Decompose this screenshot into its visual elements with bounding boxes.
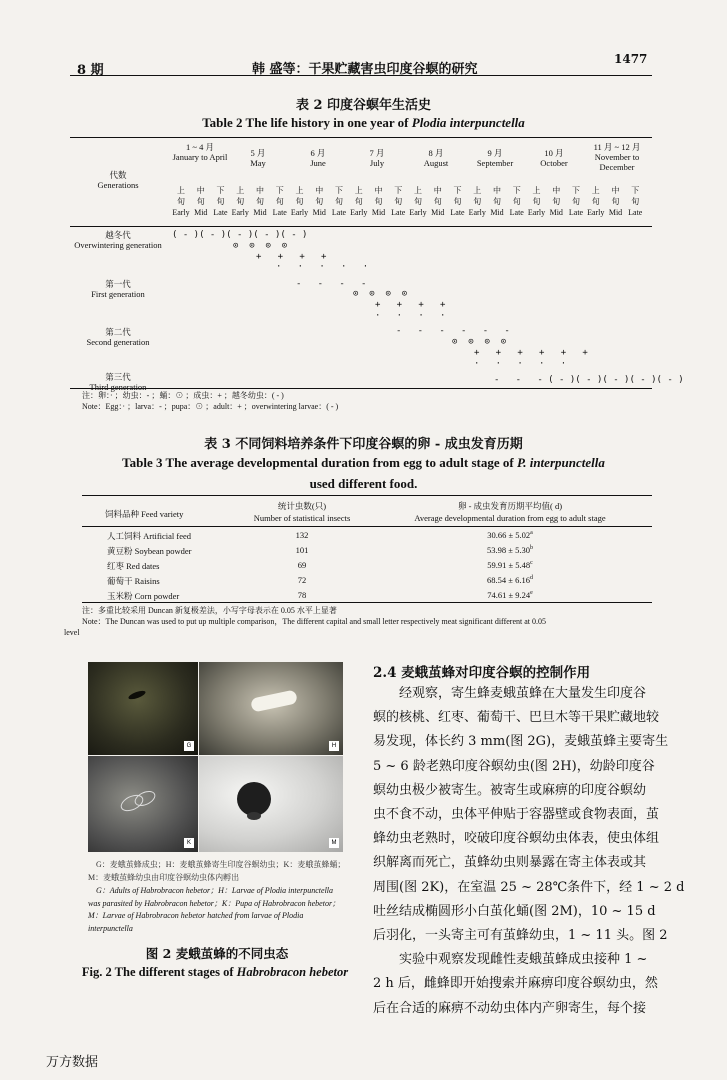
dekad-en: Early <box>172 208 190 217</box>
count-cell <box>232 530 372 540</box>
table3-note-cn: 注：多重比较采用 Duncan 新复极差法，小写字母表示在 0.05 水平上显著 <box>82 606 337 615</box>
count-cell <box>232 545 372 555</box>
dekad-cn-top: 下 <box>572 186 580 195</box>
dekad-cn-top: 上 <box>532 186 541 195</box>
generation-third: 第三代 Third generation <box>89 372 147 392</box>
dekad-header <box>230 185 250 218</box>
table3-col-duration: 卵 - 成虫发育历期平均值( d) Average developmental duration from egg to adult stage <box>414 501 606 523</box>
table2-top-rule <box>70 137 652 138</box>
significance-letter: e <box>530 590 533 597</box>
dekad-header <box>250 185 270 218</box>
table3-title-cn: 表 3 不同饲料培养条件下印度谷螟的卵 - 成虫发育历期 <box>204 437 523 452</box>
dekad-cn-top: 下 <box>512 186 521 195</box>
cell-text: 葡萄干 Raisins <box>107 576 160 586</box>
significance-letter: c <box>530 560 533 567</box>
dekad-header <box>448 185 468 218</box>
month-header: 6 月 June <box>310 148 326 168</box>
duration-cell <box>390 575 630 585</box>
photo-k-pupa: K <box>88 756 198 852</box>
month-header: 8 月 August <box>423 148 449 168</box>
dekad-header <box>467 185 487 218</box>
cell-text: 人工饲料 Artificial feed <box>107 531 192 541</box>
significance-letter: d <box>529 575 533 582</box>
egg-row: · · · · · <box>276 262 369 272</box>
dekad-cn-bottom: 旬 <box>512 197 521 206</box>
dekad-en: Mid <box>194 208 208 217</box>
dekad-cn-bottom: 旬 <box>177 197 185 206</box>
cell-text: 红枣 Red dates <box>107 561 160 571</box>
dekad-cn-bottom: 旬 <box>414 197 422 206</box>
dekad-en: Late <box>213 208 228 217</box>
body-line: 5 ~ 6 龄老熟印度谷螟幼虫(图 2H)，幼龄印度谷 <box>373 758 655 774</box>
dekad-cn-bottom: 旬 <box>572 197 580 206</box>
dekad-en: Late <box>509 208 524 217</box>
dekad-cn-top: 上 <box>295 186 304 195</box>
dekad-en: Late <box>628 208 643 217</box>
cell-text: 黄豆粉 Soybean powder <box>107 546 192 556</box>
dekad-cn-top: 下 <box>275 186 284 195</box>
cell-text: 30.66 ± 5.02 <box>487 530 531 540</box>
dekad-header <box>428 185 448 218</box>
dekad-header <box>408 185 428 218</box>
dekad-cn-top: 上 <box>414 186 422 195</box>
header-rule <box>70 75 652 76</box>
duration-cell <box>390 560 630 570</box>
body-line: 后羽化，一头寄主可有茧蜂幼虫，1 ~ 11 头。图 2 <box>373 928 668 943</box>
adult-row: + + + + <box>256 252 327 262</box>
dekad-header <box>329 185 349 218</box>
table2-bottom-rule <box>70 388 652 389</box>
figure2-title-cn: 图 2 麦蛾茧蜂的不同虫态 <box>145 946 289 961</box>
count-cell <box>232 575 372 585</box>
month-header: 5 月 May <box>250 148 266 168</box>
dekad-en: Mid <box>549 208 563 217</box>
dekad-header <box>369 185 389 218</box>
watermark-footer: 万方数据 <box>46 1055 99 1070</box>
dekad-cn-bottom: 旬 <box>453 197 462 206</box>
cell-text: 69 <box>297 560 307 570</box>
figure2-caption-cn: G：麦蛾茧蜂成虫；H：麦蛾茧蜂寄生印度谷螟幼虫；K：麦蛾茧蜂蛹；M：麦蛾茧蜂幼虫由印度谷螟幼虫体内孵出 <box>88 860 346 882</box>
dekad-cn-top: 下 <box>631 186 640 195</box>
photo-h-parasitized-larva: H <box>199 662 343 755</box>
body-line: 周围(图 2K)，在室温 25 ~ 28℃条件下，经 1 ~ 2 d <box>373 879 685 895</box>
dekad-cn-top: 上 <box>354 186 363 195</box>
dekad-cn-bottom: 旬 <box>275 197 284 206</box>
feed-cell <box>107 560 247 572</box>
larva-row: - - - - - - <box>396 326 510 336</box>
dekad-cn-bottom: 旬 <box>374 197 383 206</box>
adult-row: + + + + <box>375 300 446 310</box>
feed-cell <box>107 530 247 542</box>
dekad-header <box>171 185 191 218</box>
dekad-cn-bottom: 旬 <box>493 197 501 206</box>
cell-text: 74.61 ± 9.24 <box>487 590 531 600</box>
table3-title-en-line1: Table 3 The average developmental duration from egg to adult stage of P. interpunctella <box>122 455 605 470</box>
section-heading: 2.4 麦蛾茧蜂对印度谷螟的控制作用 <box>373 665 591 681</box>
table2-note-en: Note：Egg：· ；larva：- ；pupa：⊙ ；adult：+ ；overwintering larvae：( - ) <box>82 402 339 411</box>
dekad-cn-bottom: 旬 <box>631 197 640 206</box>
dekad-cn-top: 下 <box>216 186 225 195</box>
table3-note-en-cont: level <box>64 628 80 637</box>
dekad-cn-top: 上 <box>591 186 600 195</box>
dekad-header <box>487 185 507 218</box>
feed-cell <box>107 545 247 557</box>
cell-text: 53.98 ± 5.30 <box>487 545 530 555</box>
dekad-cn-top: 下 <box>394 186 403 195</box>
table2-title-cn: 表 2 印度谷螟年生活史 <box>295 98 432 113</box>
dekad-cn-top: 下 <box>335 186 343 195</box>
table2-title-en: Table 2 The life history in one year of Plodia interpunctella <box>202 115 525 130</box>
dekad-header <box>586 185 606 218</box>
egg-row: · · · · <box>375 311 446 321</box>
dekad-en: Early <box>468 208 486 217</box>
dekad-cn-bottom: 旬 <box>552 197 561 206</box>
dekad-cn-bottom: 旬 <box>196 197 205 206</box>
body-line: 2 h 后，雌蜂即开始搜索并麻痹印度谷螟幼虫，然 <box>373 976 658 992</box>
dekad-header <box>191 185 211 218</box>
month-header: 7 月 July <box>369 148 385 168</box>
generation-first: 第一代 First generation <box>91 279 145 299</box>
dekad-en: Early <box>290 208 309 217</box>
generations-header: 代数 Generations <box>97 170 139 190</box>
feed-cell <box>107 590 247 602</box>
dekad-header <box>606 185 626 218</box>
feed-cell <box>107 575 247 587</box>
dekad-header <box>290 185 310 218</box>
table2-note-cn: 注：卵：· ；幼虫：- ；蛹：⊙ ；成虫：+ ；越冬幼虫：( - ) <box>82 391 284 400</box>
body-line: 织解离而死亡，茧蜂幼虫则暴露在寄主体表或其 <box>373 855 647 871</box>
pupa-row: ⊙ ⊙ ⊙ ⊙ <box>452 337 507 347</box>
dekad-cn-top: 上 <box>177 186 185 195</box>
body-line: 螟的核桃、红枣、葡萄干、巴旦木等干果贮藏地较 <box>373 710 660 726</box>
table3-bottom-rule <box>82 602 652 603</box>
body-line: 吐丝结成椭圆形小白茧化蛹(图 2M)，10 ~ 15 d <box>373 903 656 919</box>
duration-cell <box>390 590 630 600</box>
cell-text: 68.54 ± 6.16 <box>487 575 530 585</box>
dekad-cn-top: 上 <box>473 186 482 195</box>
issue-number: 8 期 <box>77 63 104 78</box>
month-header: 10 月 October <box>540 148 568 168</box>
dekad-cn-bottom: 旬 <box>611 197 620 206</box>
dekad-cn-bottom: 旬 <box>433 197 442 206</box>
dekad-cn-top: 上 <box>236 186 245 195</box>
table3-col-count: 统计虫数(只) Number of statistical insects <box>253 501 351 523</box>
cell-text: 59.91 ± 5.48 <box>487 560 531 570</box>
table3-title-en-line2: used different food. <box>309 476 418 491</box>
dekad-cn-bottom: 旬 <box>236 197 245 206</box>
dekad-en: Early <box>231 208 249 217</box>
dekad-header <box>388 185 408 218</box>
body-line: 后在合适的麻痹不动幼虫体内产卵寄生，每个接 <box>373 1000 647 1016</box>
photo-g-adult-wasp: G <box>88 662 198 755</box>
adult-row: + + + + + + <box>474 348 588 358</box>
month-header: 11 月 ~ 12 月 November to December <box>593 142 641 172</box>
dekad-cn-bottom: 旬 <box>315 197 324 206</box>
dekad-cn-bottom: 旬 <box>354 197 363 206</box>
dekad-header <box>507 185 527 218</box>
duration-cell <box>390 545 630 555</box>
dekad-cn-bottom: 旬 <box>394 197 403 206</box>
dekad-cn-top: 中 <box>256 186 264 195</box>
dekad-cn-bottom: 旬 <box>473 197 482 206</box>
body-line: 螟幼虫极少被寄生。被寄生或麻痹的印度谷螟幼 <box>373 782 647 798</box>
body-line: 实验中观察发现雌性麦蛾茧蜂成虫接种 1 ~ <box>399 952 648 968</box>
dekad-en: Late <box>450 208 465 217</box>
dekad-cn-top: 中 <box>552 186 561 195</box>
running-title: 韩 盛等：干果贮藏害虫印度谷螟的研究 <box>252 62 478 77</box>
photo-m-larvae-hatched: M <box>199 756 343 852</box>
dekad-en: Early <box>409 208 427 217</box>
dekad-cn-bottom: 旬 <box>532 197 541 206</box>
dekad-en: Mid <box>431 208 445 217</box>
overwintering-larvae-row: ( - )( - )( - )( - )( - ) <box>172 230 308 240</box>
table3-note-en: Note：The Duncan was used to put up multiple comparison，The different capital and small letter respectively meat significant different at 0.05 <box>82 617 547 626</box>
cell-text: 101 <box>295 545 309 555</box>
dekad-header <box>349 185 369 218</box>
dekad-header <box>546 185 566 218</box>
dekad-en: Mid <box>490 208 504 217</box>
month-header: 9 月 September <box>476 148 514 168</box>
cell-text: 78 <box>297 590 307 600</box>
dekad-cn-top: 下 <box>453 186 462 195</box>
dekad-header <box>270 185 290 218</box>
dekad-cn-top: 中 <box>196 186 205 195</box>
body-line: 蜂幼虫老熟时，咬破印度谷螟幼虫体表，使虫体组 <box>373 831 660 847</box>
dekad-cn-bottom: 旬 <box>256 197 264 206</box>
dekad-header <box>566 185 586 218</box>
pupa-row: ⊙ ⊙ ⊙ ⊙ <box>353 289 408 299</box>
duration-cell <box>390 530 630 540</box>
table3-header-rule <box>82 526 652 527</box>
dekad-header <box>309 185 329 218</box>
body-line: 易发现，体长约 3 mm(图 2G)，麦蛾茧蜂主要寄生 <box>373 734 669 750</box>
dekad-header <box>527 185 547 218</box>
dekad-cn-top: 中 <box>315 186 324 195</box>
dekad-en: Mid <box>608 208 623 217</box>
pupa-row: ⊙ ⊙ ⊙ ⊙ <box>233 241 288 251</box>
larva-row: - - - - <box>296 279 367 289</box>
dekad-en: Early <box>587 208 605 217</box>
cell-text: 72 <box>297 575 307 585</box>
cell-text: 132 <box>295 530 309 540</box>
egg-row: · · · · · <box>474 359 567 369</box>
table3-top-rule <box>82 495 652 496</box>
cell-text: 玉米粉 Corn powder <box>107 591 180 601</box>
dekad-header <box>211 185 231 218</box>
significance-letter: b <box>529 545 533 552</box>
dekad-en: Early <box>527 208 546 217</box>
dekad-cn-top: 中 <box>374 186 383 195</box>
significance-letter: a <box>530 530 533 537</box>
generation-overwintering: 越冬代 Overwintering generation <box>74 230 162 250</box>
table3-col-feed: 饲料品种 Feed variety <box>105 509 184 519</box>
body-line: 经观察，寄生蜂麦蛾茧蜂在大量发生印度谷 <box>399 686 647 701</box>
table2-header-rule <box>70 226 652 227</box>
dekad-cn-bottom: 旬 <box>335 197 343 206</box>
dekad-en: Late <box>331 208 347 217</box>
dekad-header <box>625 185 645 218</box>
dekad-en: Mid <box>253 208 267 217</box>
count-cell <box>232 590 372 600</box>
count-cell <box>232 560 372 570</box>
figure2-caption-en: G：Adults of Habrobracon hebetor；H：Larvae of Plodia interpunctella was parasited by Habrobracon hebetor；K：Pupa of Habrobracon hebetor；M：Larvae of Habrobracon hebetor hatched from larvae of Plodia interpunctella <box>88 886 341 933</box>
dekad-cn-bottom: 旬 <box>216 197 225 206</box>
dekad-cn-bottom: 旬 <box>591 197 600 206</box>
dekad-en: Mid <box>371 208 386 217</box>
dekad-en: Late <box>272 208 287 217</box>
larva-row: - - - ( - )( - )( - )( - )( - ) <box>494 375 684 385</box>
month-header: 1 ~ 4 月 January to April <box>172 142 228 162</box>
dekad-cn-top: 中 <box>493 186 501 195</box>
dekad-cn-top: 中 <box>433 186 442 195</box>
figure2-title-en: Fig. 2 The different stages of Habrobracon hebetor <box>81 965 349 979</box>
dekad-cn-top: 中 <box>611 186 620 195</box>
generation-second: 第二代 Second generation <box>86 327 150 347</box>
dekad-en: Mid <box>312 208 326 217</box>
page-number: 1477 <box>614 52 648 66</box>
dekad-en: Late <box>568 208 584 217</box>
body-line: 虫不食不动，虫体平伸贴于容器壁或食物表面，茧 <box>373 807 660 822</box>
dekad-en: Late <box>391 208 406 217</box>
dekad-en: Early <box>350 208 368 217</box>
dekad-cn-bottom: 旬 <box>295 197 304 206</box>
